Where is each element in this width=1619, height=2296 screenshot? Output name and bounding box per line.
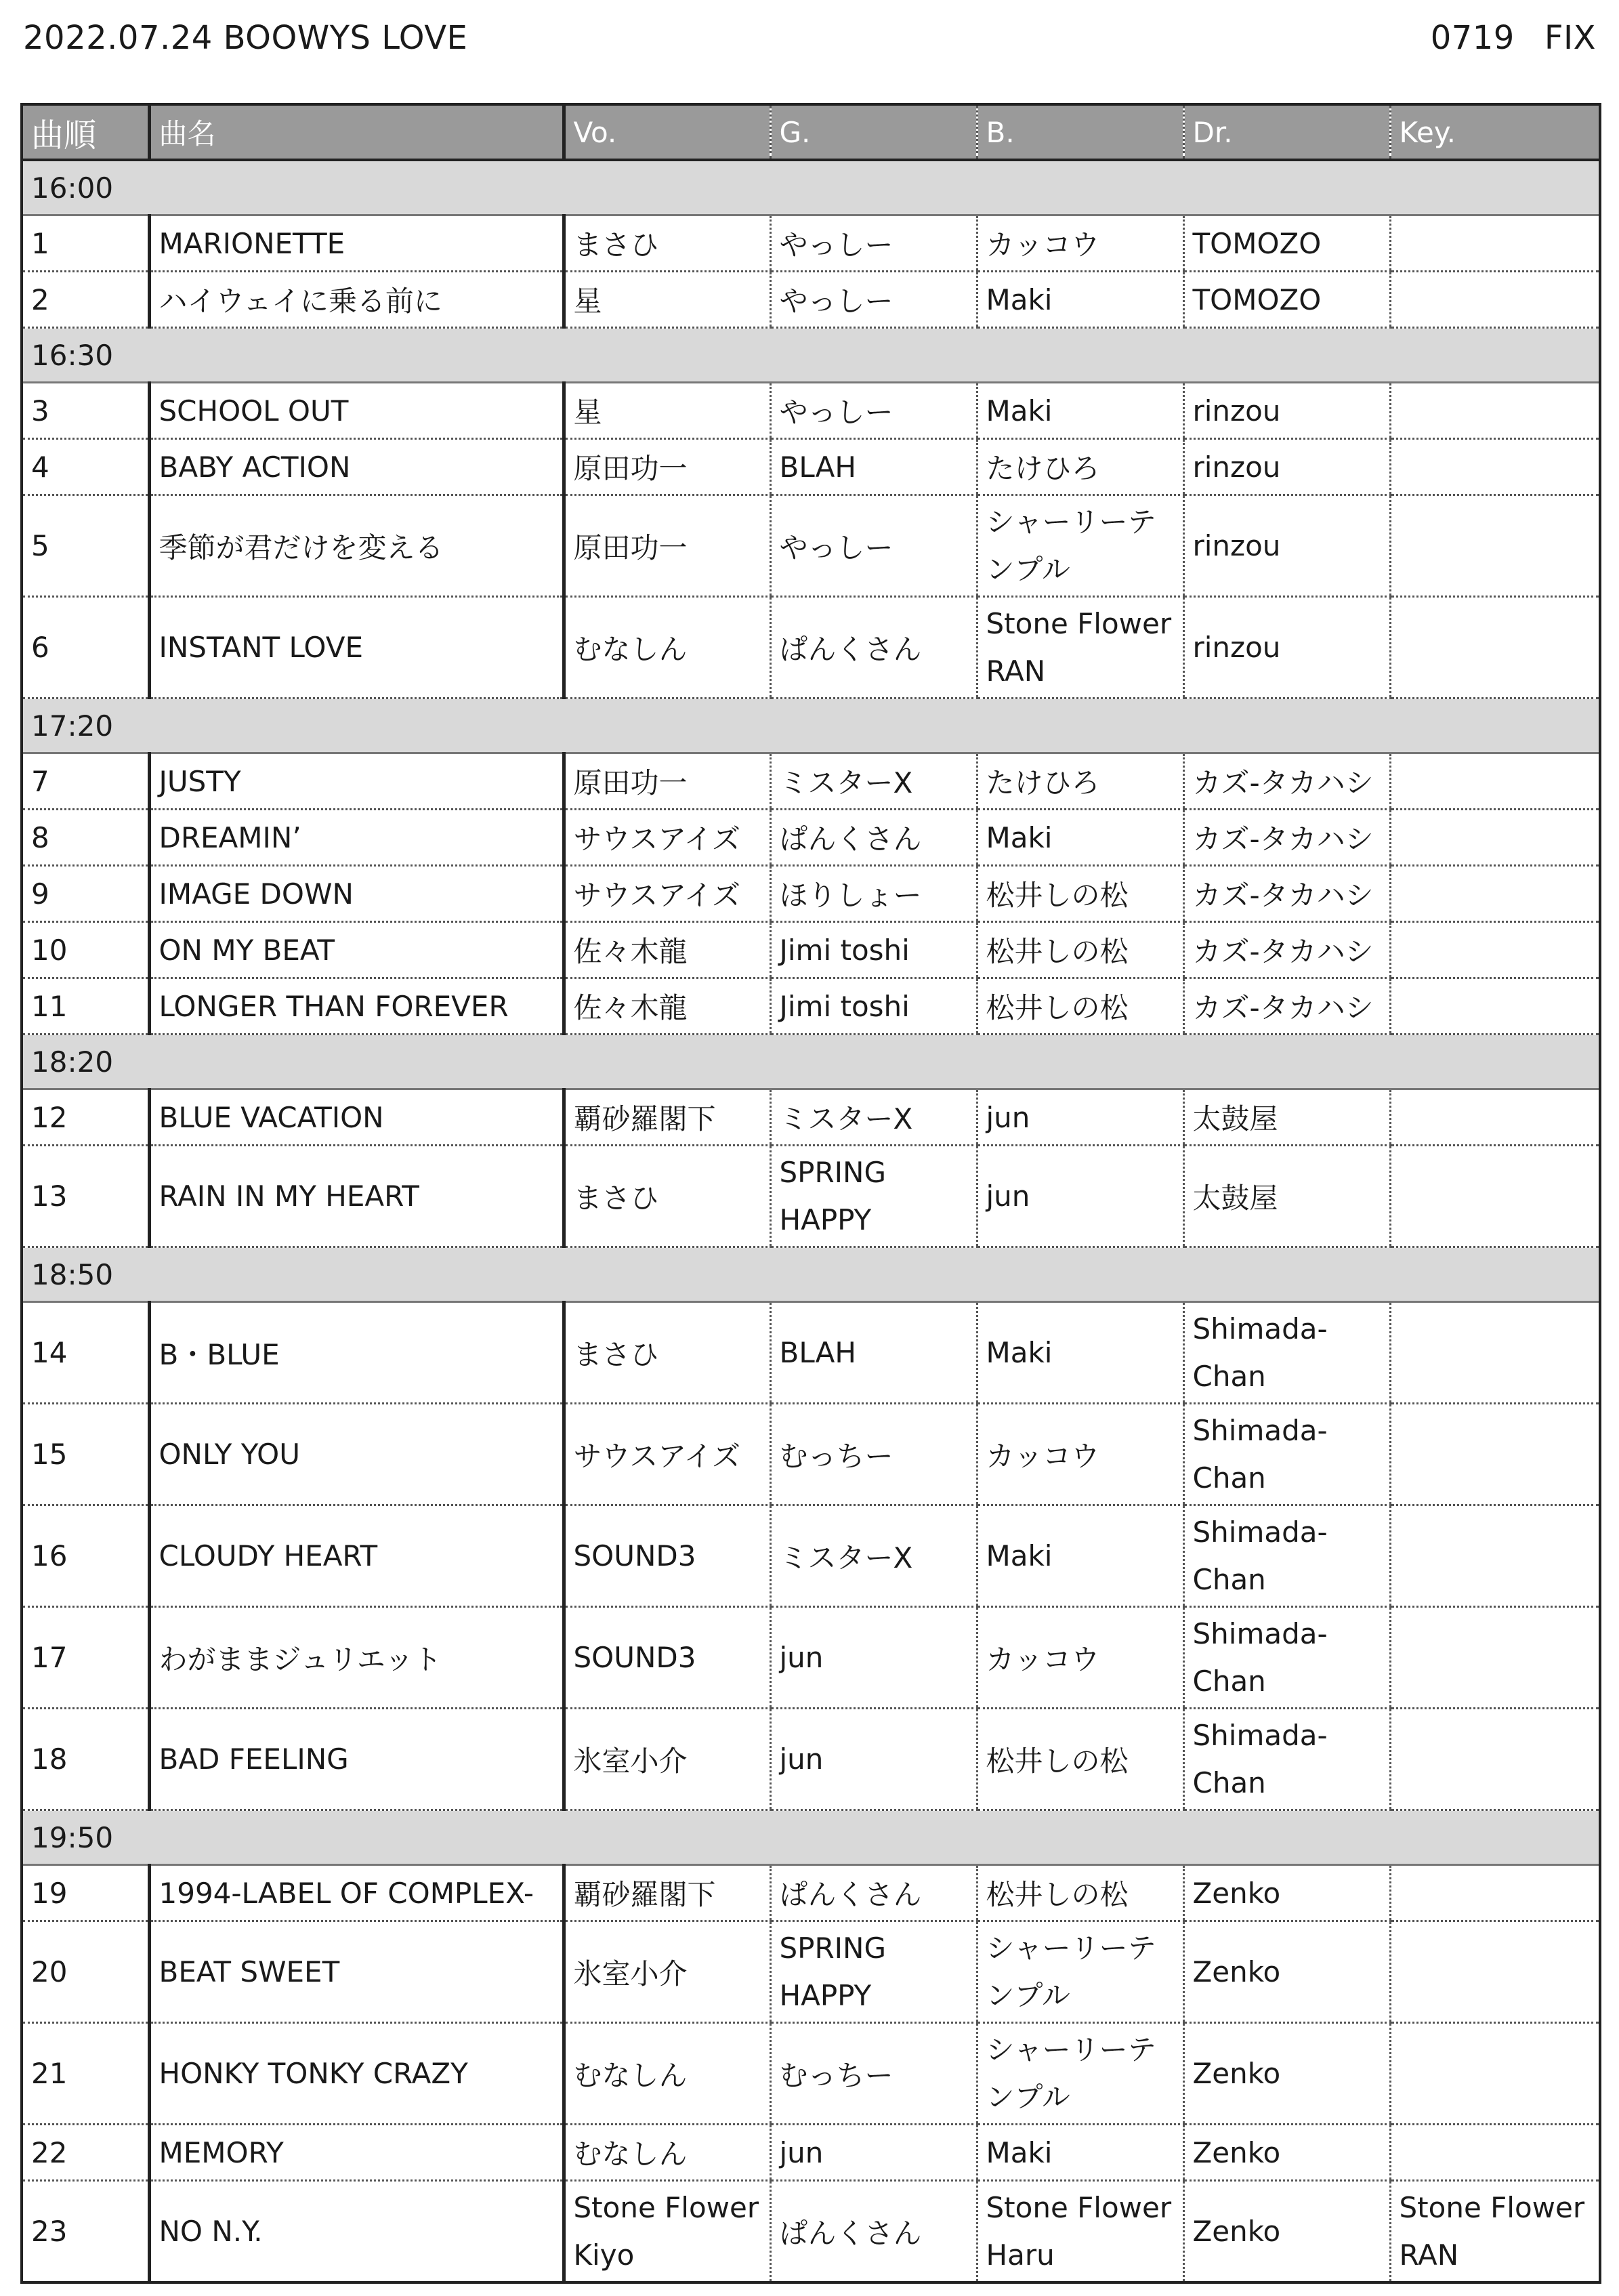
- guitar-cell: やっしー: [770, 495, 977, 597]
- drums-cell: 太鼓屋: [1183, 1089, 1390, 1146]
- vocal-cell: サウスアイズ: [564, 1404, 770, 1505]
- song-row: [22, 495, 1600, 597]
- song-row: [22, 1505, 1600, 1607]
- song-row: [22, 383, 1600, 439]
- song-row: [22, 866, 1600, 922]
- vocal-cell: Stone Flower Kiyo: [564, 2181, 770, 2283]
- bass-cell: シャーリーテンプル: [977, 1921, 1183, 2023]
- song-title: HONKY TONKY CRAZY: [149, 2023, 564, 2125]
- vocal-cell: サウスアイズ: [564, 810, 770, 866]
- setlist-body: [22, 160, 1600, 2282]
- drums-cell: Zenko: [1183, 2181, 1390, 2283]
- drums-cell: Zenko: [1183, 2023, 1390, 2125]
- song-title: DREAMIN’: [149, 810, 564, 866]
- song-number: 23: [22, 2181, 149, 2283]
- song-row: [22, 272, 1600, 328]
- drums-cell: rinzou: [1183, 597, 1390, 698]
- key-cell: [1390, 810, 1600, 866]
- drums-cell: TOMOZO: [1183, 215, 1390, 272]
- song-title: BLUE VACATION: [149, 1089, 564, 1146]
- song-title: 季節が君だけを変える: [149, 495, 564, 597]
- time-slot-label: 18:20: [22, 1035, 1600, 1089]
- vocal-cell: SOUND3: [564, 1607, 770, 1709]
- song-number: 2: [22, 272, 149, 328]
- guitar-cell: jun: [770, 1607, 977, 1709]
- key-cell: [1390, 597, 1600, 698]
- song-title: わがままジュリエット: [149, 1607, 564, 1709]
- vocal-cell: まさひ: [564, 1302, 770, 1404]
- song-number: 22: [22, 2125, 149, 2181]
- revision-code: 0719: [1430, 19, 1515, 57]
- song-title: 1994-LABEL OF COMPLEX-: [149, 1865, 564, 1921]
- song-number: 14: [22, 1302, 149, 1404]
- key-cell: [1390, 1921, 1600, 2023]
- vocal-cell: むなしん: [564, 597, 770, 698]
- document-header: [23, 12, 1596, 64]
- key-cell: [1390, 978, 1600, 1035]
- vocal-cell: 原田功一: [564, 439, 770, 495]
- col-header-order: 曲順: [22, 104, 149, 160]
- bass-cell: たけひろ: [977, 439, 1183, 495]
- key-cell: [1390, 922, 1600, 978]
- song-row: [22, 439, 1600, 495]
- bass-cell: 松井しの松: [977, 978, 1183, 1035]
- song-row: [22, 215, 1600, 272]
- key-cell: [1390, 1404, 1600, 1505]
- vocal-cell: 氷室小介: [564, 1921, 770, 2023]
- vocal-cell: まさひ: [564, 1146, 770, 1247]
- bass-cell: シャーリーテンプル: [977, 2023, 1183, 2125]
- drums-cell: rinzou: [1183, 495, 1390, 597]
- time-slot-label: 16:00: [22, 160, 1600, 215]
- vocal-cell: 氷室小介: [564, 1709, 770, 1810]
- key-cell: [1390, 439, 1600, 495]
- song-row: [22, 1089, 1600, 1146]
- bass-cell: 松井しの松: [977, 1709, 1183, 1810]
- song-title: INSTANT LOVE: [149, 597, 564, 698]
- time-slot-row: [22, 1810, 1600, 1865]
- header-right: [1401, 19, 1596, 57]
- song-title: BEAT SWEET: [149, 1921, 564, 2023]
- guitar-cell: SPRING HAPPY: [770, 1921, 977, 2023]
- song-title: B・BLUE: [149, 1302, 564, 1404]
- song-row: [22, 978, 1600, 1035]
- vocal-cell: サウスアイズ: [564, 866, 770, 922]
- vocal-cell: 星: [564, 383, 770, 439]
- song-number: 5: [22, 495, 149, 597]
- song-title: SCHOOL OUT: [149, 383, 564, 439]
- song-number: 11: [22, 978, 149, 1035]
- song-number: 6: [22, 597, 149, 698]
- song-number: 7: [22, 753, 149, 810]
- song-number: 19: [22, 1865, 149, 1921]
- drums-cell: Shimada-Chan: [1183, 1607, 1390, 1709]
- song-row: [22, 1146, 1600, 1247]
- bass-cell: 松井しの松: [977, 922, 1183, 978]
- time-slot-label: 18:50: [22, 1247, 1600, 1302]
- song-title: ハイウェイに乗る前に: [149, 272, 564, 328]
- song-title: MARIONETTE: [149, 215, 564, 272]
- vocal-cell: 覇砂羅閣下: [564, 1865, 770, 1921]
- col-header-vocal: Vo.: [564, 104, 770, 160]
- bass-cell: Maki: [977, 1302, 1183, 1404]
- drums-cell: 太鼓屋: [1183, 1146, 1390, 1247]
- time-slot-row: [22, 328, 1600, 383]
- song-title: IMAGE DOWN: [149, 866, 564, 922]
- song-row: [22, 2181, 1600, 2283]
- bass-cell: Maki: [977, 1505, 1183, 1607]
- bass-cell: カッコウ: [977, 1607, 1183, 1709]
- guitar-cell: やっしー: [770, 272, 977, 328]
- fix-status: FIX: [1544, 19, 1596, 57]
- guitar-cell: むっちー: [770, 1404, 977, 1505]
- guitar-cell: ミスターX: [770, 753, 977, 810]
- drums-cell: Zenko: [1183, 1865, 1390, 1921]
- drums-cell: Shimada-Chan: [1183, 1505, 1390, 1607]
- guitar-cell: BLAH: [770, 439, 977, 495]
- guitar-cell: jun: [770, 2125, 977, 2181]
- song-row: [22, 1921, 1600, 2023]
- time-slot-label: 17:20: [22, 698, 1600, 753]
- drums-cell: Shimada-Chan: [1183, 1302, 1390, 1404]
- key-cell: Stone Flower RAN: [1390, 2181, 1600, 2283]
- vocal-cell: まさひ: [564, 215, 770, 272]
- song-title: BAD FEELING: [149, 1709, 564, 1810]
- song-title: LONGER THAN FOREVER: [149, 978, 564, 1035]
- drums-cell: カズ-タカハシ: [1183, 922, 1390, 978]
- guitar-cell: ぱんくさん: [770, 1865, 977, 1921]
- key-cell: [1390, 1505, 1600, 1607]
- guitar-cell: jun: [770, 1709, 977, 1810]
- guitar-cell: ぱんくさん: [770, 810, 977, 866]
- song-number: 20: [22, 1921, 149, 2023]
- song-title: ON MY BEAT: [149, 922, 564, 978]
- key-cell: [1390, 272, 1600, 328]
- bass-cell: Stone Flower Haru: [977, 2181, 1183, 2283]
- guitar-cell: ぱんくさん: [770, 2181, 977, 2283]
- song-number: 3: [22, 383, 149, 439]
- guitar-cell: SPRING HAPPY: [770, 1146, 977, 1247]
- vocal-cell: SOUND3: [564, 1505, 770, 1607]
- col-header-drums: Dr.: [1183, 104, 1390, 160]
- guitar-cell: Jimi toshi: [770, 922, 977, 978]
- guitar-cell: ミスターX: [770, 1505, 977, 1607]
- bass-cell: カッコウ: [977, 215, 1183, 272]
- song-row: [22, 597, 1600, 698]
- key-cell: [1390, 1607, 1600, 1709]
- bass-cell: Maki: [977, 272, 1183, 328]
- guitar-cell: ほりしょー: [770, 866, 977, 922]
- vocal-cell: 星: [564, 272, 770, 328]
- song-title: BABY ACTION: [149, 439, 564, 495]
- bass-cell: Stone Flower RAN: [977, 597, 1183, 698]
- song-title: CLOUDY HEART: [149, 1505, 564, 1607]
- song-number: 15: [22, 1404, 149, 1505]
- song-number: 18: [22, 1709, 149, 1810]
- bass-cell: シャーリーテンプル: [977, 495, 1183, 597]
- guitar-cell: ぱんくさん: [770, 597, 977, 698]
- guitar-cell: BLAH: [770, 1302, 977, 1404]
- bass-cell: 松井しの松: [977, 1865, 1183, 1921]
- bass-cell: たけひろ: [977, 753, 1183, 810]
- col-header-key: Key.: [1390, 104, 1600, 160]
- time-slot-label: 19:50: [22, 1810, 1600, 1865]
- song-row: [22, 1709, 1600, 1810]
- song-row: [22, 810, 1600, 866]
- vocal-cell: むなしん: [564, 2023, 770, 2125]
- song-number: 17: [22, 1607, 149, 1709]
- bass-cell: jun: [977, 1146, 1183, 1247]
- header-row: [22, 104, 1600, 160]
- guitar-cell: Jimi toshi: [770, 978, 977, 1035]
- event-title: 2022.07.24 BOOWYS LOVE: [23, 19, 468, 57]
- drums-cell: Zenko: [1183, 1921, 1390, 2023]
- drums-cell: カズ-タカハシ: [1183, 753, 1390, 810]
- bass-cell: 松井しの松: [977, 866, 1183, 922]
- song-number: 12: [22, 1089, 149, 1146]
- drums-cell: カズ-タカハシ: [1183, 978, 1390, 1035]
- drums-cell: rinzou: [1183, 439, 1390, 495]
- vocal-cell: 原田功一: [564, 753, 770, 810]
- vocal-cell: 覇砂羅閣下: [564, 1089, 770, 1146]
- bass-cell: Maki: [977, 810, 1183, 866]
- col-header-title: 曲名: [149, 104, 564, 160]
- guitar-cell: むっちー: [770, 2023, 977, 2125]
- drums-cell: カズ-タカハシ: [1183, 866, 1390, 922]
- key-cell: [1390, 215, 1600, 272]
- song-number: 8: [22, 810, 149, 866]
- song-row: [22, 922, 1600, 978]
- vocal-cell: 原田功一: [564, 495, 770, 597]
- vocal-cell: 佐々木龍: [564, 922, 770, 978]
- song-title: RAIN IN MY HEART: [149, 1146, 564, 1247]
- drums-cell: カズ-タカハシ: [1183, 810, 1390, 866]
- song-title: NO N.Y.: [149, 2181, 564, 2283]
- song-number: 13: [22, 1146, 149, 1247]
- drums-cell: Shimada-Chan: [1183, 1404, 1390, 1505]
- time-slot-row: [22, 698, 1600, 753]
- setlist-table: [20, 103, 1601, 2284]
- guitar-cell: やっしー: [770, 383, 977, 439]
- bass-cell: カッコウ: [977, 1404, 1183, 1505]
- guitar-cell: やっしー: [770, 215, 977, 272]
- song-row: [22, 1302, 1600, 1404]
- song-number: 21: [22, 2023, 149, 2125]
- col-header-bass: B.: [977, 104, 1183, 160]
- song-number: 4: [22, 439, 149, 495]
- key-cell: [1390, 753, 1600, 810]
- song-title: JUSTY: [149, 753, 564, 810]
- time-slot-row: [22, 160, 1600, 215]
- vocal-cell: むなしん: [564, 2125, 770, 2181]
- bass-cell: Maki: [977, 383, 1183, 439]
- key-cell: [1390, 495, 1600, 597]
- key-cell: [1390, 1146, 1600, 1247]
- time-slot-row: [22, 1035, 1600, 1089]
- bass-cell: Maki: [977, 2125, 1183, 2181]
- song-number: 9: [22, 866, 149, 922]
- song-number: 16: [22, 1505, 149, 1607]
- key-cell: [1390, 1865, 1600, 1921]
- drums-cell: Zenko: [1183, 2125, 1390, 2181]
- key-cell: [1390, 2023, 1600, 2125]
- song-row: [22, 2023, 1600, 2125]
- key-cell: [1390, 866, 1600, 922]
- col-header-guitar: G.: [770, 104, 977, 160]
- time-slot-row: [22, 1247, 1600, 1302]
- song-title: ONLY YOU: [149, 1404, 564, 1505]
- song-row: [22, 753, 1600, 810]
- key-cell: [1390, 1302, 1600, 1404]
- song-title: MEMORY: [149, 2125, 564, 2181]
- song-row: [22, 2125, 1600, 2181]
- drums-cell: rinzou: [1183, 383, 1390, 439]
- guitar-cell: ミスターX: [770, 1089, 977, 1146]
- key-cell: [1390, 2125, 1600, 2181]
- song-row: [22, 1865, 1600, 1921]
- drums-cell: Shimada-Chan: [1183, 1709, 1390, 1810]
- song-number: 1: [22, 215, 149, 272]
- key-cell: [1390, 383, 1600, 439]
- key-cell: [1390, 1089, 1600, 1146]
- song-number: 10: [22, 922, 149, 978]
- key-cell: [1390, 1709, 1600, 1810]
- time-slot-label: 16:30: [22, 328, 1600, 383]
- song-row: [22, 1607, 1600, 1709]
- bass-cell: jun: [977, 1089, 1183, 1146]
- drums-cell: TOMOZO: [1183, 272, 1390, 328]
- vocal-cell: 佐々木龍: [564, 978, 770, 1035]
- song-row: [22, 1404, 1600, 1505]
